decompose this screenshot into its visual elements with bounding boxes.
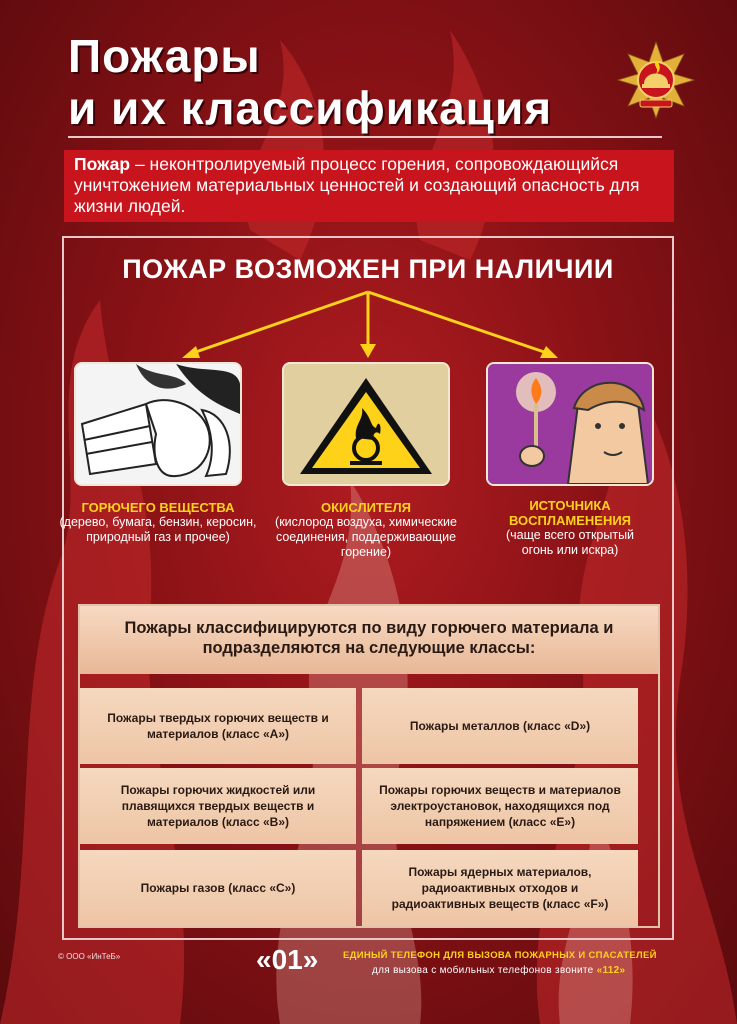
arrow-left-head [182,346,200,358]
condition-caption-fuel [58,500,258,545]
conditions-headline: ПОЖАР ВОЗМОЖЕН ПРИ НАЛИЧИИ [122,254,614,284]
conditions-arrows [62,288,674,368]
class-cell: Пожары твердых горючих веществ и материалов (класс «А») [80,688,356,764]
classification-intro: Пожары классифицируются по виду горючего материала и подразделяются на следующие классы: [80,606,658,674]
condition-card-fuel [74,362,242,486]
fire-service-emblem-icon [616,40,696,120]
oxidizer-warning-icon [284,364,448,484]
class-cell: Пожары металлов (класс «D») [362,688,638,764]
mobile-line [372,965,625,976]
condition-caption-oxidizer [266,500,466,560]
phone-line: ЕДИНЫЙ ТЕЛЕФОН ДЛЯ ВЫЗОВА ПОЖАРНЫХ И СПАСАТЕЛЕЙ [343,950,657,961]
condition-heading: ОКИСЛИТЕЛЯ [321,500,411,515]
condition-detail: (чаще всего открытый огонь или искра) [505,528,635,557]
arrow-center-head [360,344,376,358]
mobile-text: для вызова с мобильных телефонов звоните [372,965,597,976]
class-cell: Пожары газов (класс «С») [80,850,356,926]
title-line-2: и их классификация [68,82,553,134]
definition-text: – неконтролируемый процесс горения, сопровождающийся уничтожением материальных ценностей и создающий опасность для жизни людей. [74,154,640,216]
class-cell: Пожары горючих веществ и материалов электроустановок, находящихся под напряжением (класс «Е») [362,768,638,844]
fuel-materials-icon [76,364,240,484]
condition-heading: ГОРЮЧЕГО ВЕЩЕСТВА [81,500,235,515]
condition-detail: (кислород воздуха, химические соединения, поддерживающие горение) [275,515,457,559]
emergency-number: «01» [256,944,319,975]
condition-heading: ИСТОЧНИКА ВОСПЛАМЕНЕНИЯ [508,498,632,528]
condition-card-ignition [486,362,654,486]
class-cell: Пожары горючих жидкостей или плавящихся твердых веществ и материалов (класс «В») [80,768,356,844]
condition-detail: (дерево, бумага, бензин, керосин, природный газ и прочее) [59,515,257,544]
mobile-number: «112» [596,965,626,976]
copyright: © ООО «ИнТеБ» [58,952,121,961]
match-flame-icon [488,364,652,484]
definition-box [64,150,674,222]
title-divider [68,136,662,138]
definition-term: Пожар [74,154,131,174]
title-line-1: Пожары [68,30,261,82]
page-title [68,30,552,134]
condition-caption-ignition [470,498,670,558]
class-cell: Пожары ядерных материалов, радиоактивных отходов и радиоактивных веществ (класс «F») [362,850,638,926]
condition-card-oxidizer [282,362,450,486]
